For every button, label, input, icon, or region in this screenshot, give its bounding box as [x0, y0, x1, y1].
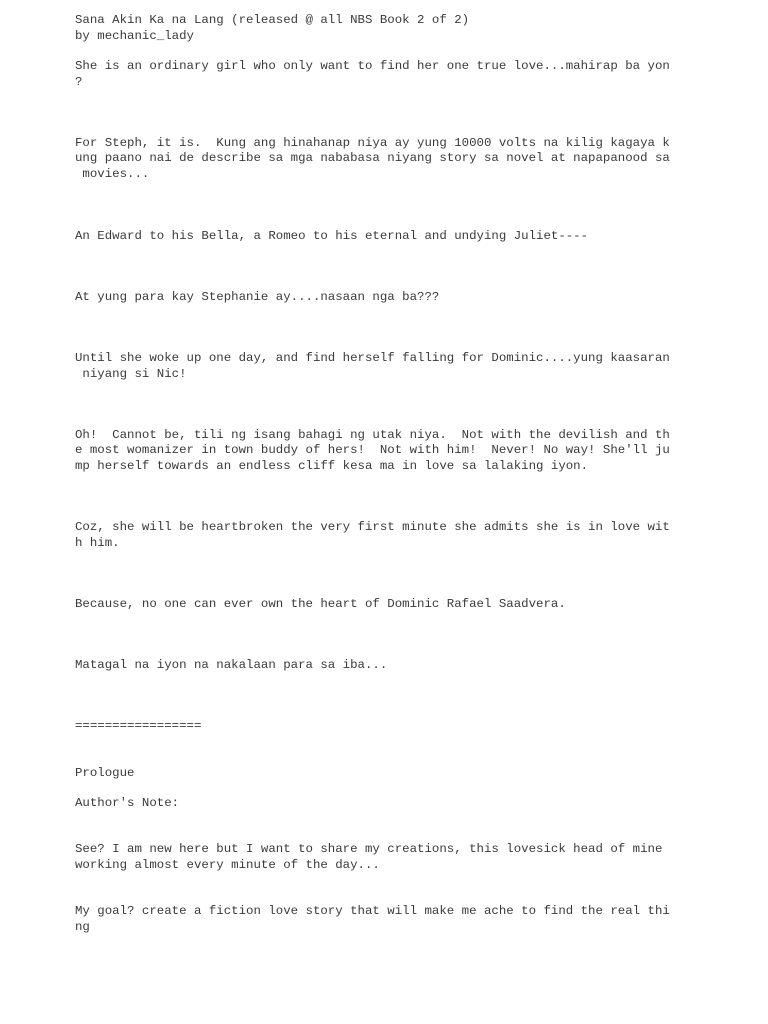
section-heading: Prologue: [75, 766, 135, 780]
text-line: Oh! Cannot be, tili ng isang bahagi ng utak niya. Not with the devilish and th: [75, 428, 670, 442]
text-line: Matagal na iyon na nakalaan para sa iba...: [75, 658, 388, 672]
text-line: She is an ordinary girl who only want to find her one true love...mahirap ba yon: [75, 59, 670, 73]
section-divider: =================: [75, 719, 202, 733]
text-line: niyang si Nic!: [75, 367, 187, 381]
text-line: e most womanizer in town buddy of hers! Not with him! Never! No way! She'll ju: [75, 443, 670, 457]
text-line: working almost every minute of the day...: [75, 858, 380, 872]
text-line: Until she woke up one day, and find herself falling for Dominic....yung kaasaran: [75, 351, 670, 365]
text-line: An Edward to his Bella, a Romeo to his eternal and undying Juliet----: [75, 229, 589, 243]
text-line: At yung para kay Stephanie ay....nasaan nga ba???: [75, 290, 440, 304]
author-note-heading: Author's Note:: [75, 796, 180, 810]
text-line: ng: [75, 920, 90, 934]
text-line: ung paano nai de describe sa mga nababasa niyang story sa novel at napapanood sa: [75, 151, 670, 165]
document-title-line: Sana Akin Ka na Lang (released @ all NBS Book 2 of 2): [75, 13, 470, 27]
text-line: My goal? create a fiction love story that will make me ache to find the real thi: [75, 904, 670, 918]
text-line: movies...: [75, 167, 150, 181]
author-byline: by mechanic_lady: [75, 29, 194, 43]
text-line: Coz, she will be heartbroken the very first minute she admits she is in love wit: [75, 520, 670, 534]
text-line: Because, no one can ever own the heart of Dominic Rafael Saadvera.: [75, 597, 566, 611]
text-line: h him.: [75, 536, 120, 550]
text-line: ?: [75, 75, 83, 89]
text-line: mp herself towards an endless cliff kesa ma in love sa lalaking iyon.: [75, 459, 589, 473]
text-line: See? I am new here but I want to share my creations, this lovesick head of mine: [75, 842, 663, 856]
text-line: For Steph, it is. Kung ang hinahanap niya ay yung 10000 volts na kilig kagaya k: [75, 136, 670, 150]
